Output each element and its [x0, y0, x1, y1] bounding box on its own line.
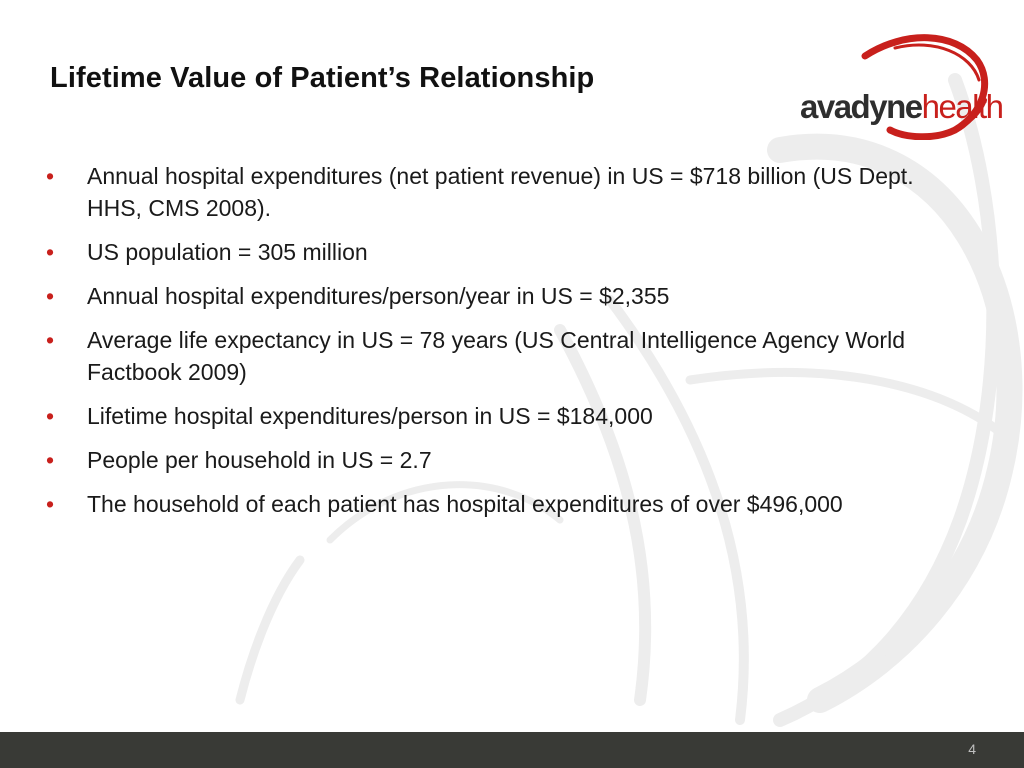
bullet-item — [46, 324, 926, 388]
bullet-item — [46, 444, 926, 476]
bullet-marker: • — [46, 283, 55, 309]
bullet-item — [46, 280, 926, 312]
bullet-marker: • — [46, 491, 55, 517]
bullet-item — [46, 236, 926, 268]
logo-wordmark — [800, 88, 1003, 126]
bullet-marker: • — [46, 163, 55, 189]
slide-title: Lifetime Value of Patient’s Relationship — [50, 62, 595, 94]
bullet-text: Average life expectancy in US = 78 years (US Central Intelligence Agency World Factbook 2009) — [87, 327, 905, 385]
bullet-text: US population = 305 million — [87, 239, 368, 265]
logo-word-health: health — [921, 88, 1003, 125]
bullet-marker: • — [46, 239, 55, 265]
bullet-text: The household of each patient has hospital expenditures of over $496,000 — [87, 491, 843, 517]
bullet-text: Lifetime hospital expenditures/person in US = $184,000 — [87, 403, 653, 429]
bullet-list — [46, 160, 926, 532]
bullet-marker: • — [46, 327, 55, 353]
bullet-marker: • — [46, 403, 55, 429]
bullet-text: Annual hospital expenditures (net patient revenue) in US = $718 billion (US Dept. HHS, CMS 2008). — [87, 163, 914, 221]
avadynehealth-logo — [795, 30, 1003, 140]
footer-bar — [0, 732, 1024, 768]
bullet-item — [46, 488, 926, 520]
page-number: 4 — [968, 741, 976, 757]
bullet-text: People per household in US = 2.7 — [87, 447, 432, 473]
bullet-marker: • — [46, 447, 55, 473]
bullet-item — [46, 160, 926, 224]
bullet-text: Annual hospital expenditures/person/year in US = $2,355 — [87, 283, 670, 309]
logo-word-avadyne: avadyne — [800, 88, 922, 125]
bullet-item — [46, 400, 926, 432]
